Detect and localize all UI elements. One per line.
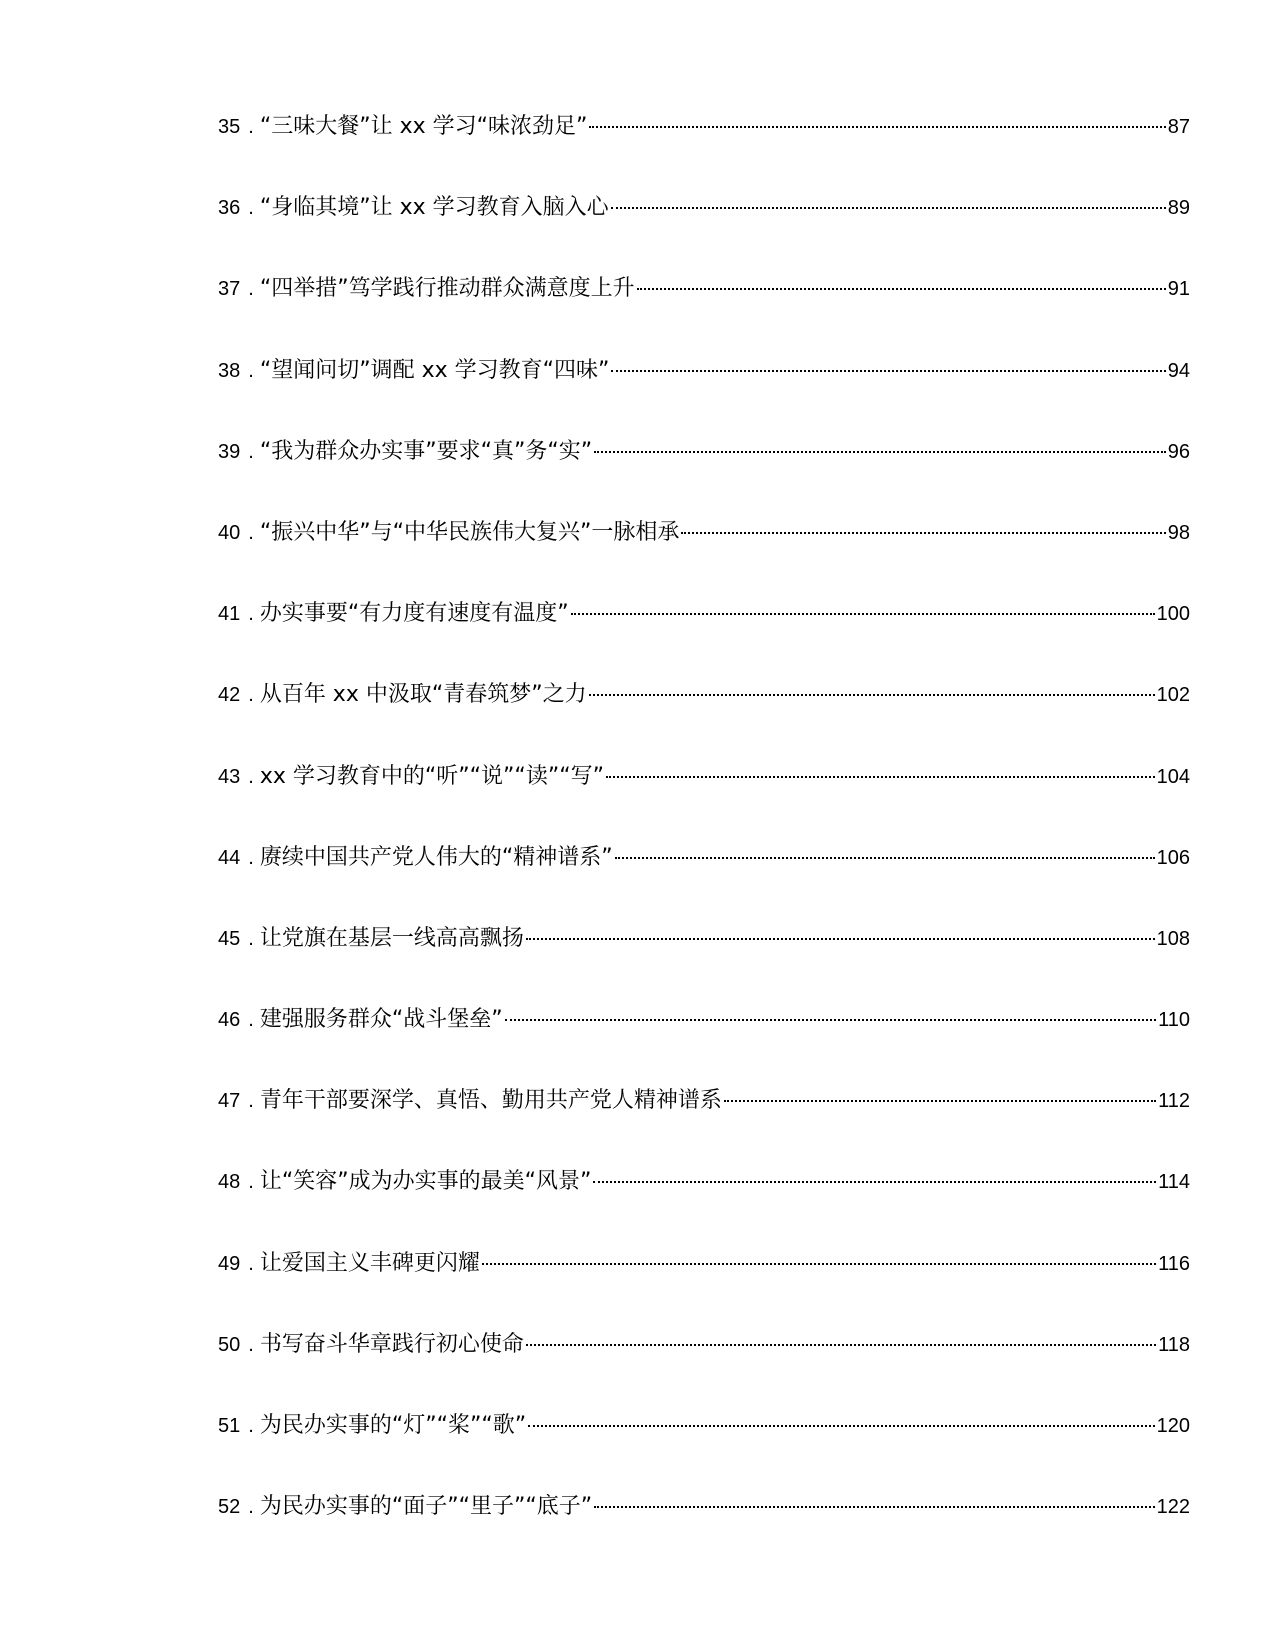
toc-entry-page-number[interactable]: 87 bbox=[1167, 116, 1190, 138]
toc-entry-number: 35 bbox=[218, 116, 241, 138]
toc-entry-title[interactable]: “我为群众办实事”要求“真”务“实” bbox=[259, 438, 593, 464]
toc-entry-title[interactable]: 赓续中国共产党人伟大的“精神谱系” bbox=[259, 844, 613, 870]
toc-entry-title[interactable]: 办实事要“有力度有速度有温度” bbox=[259, 601, 569, 627]
toc-entry-page-number[interactable]: 89 bbox=[1167, 197, 1190, 220]
toc-entry[interactable] bbox=[218, 1330, 1190, 1411]
toc-entry[interactable] bbox=[218, 274, 1190, 355]
toc-entry-separator: . bbox=[248, 846, 254, 869]
toc-dot-leader bbox=[606, 776, 1155, 778]
toc-dot-leader bbox=[526, 938, 1155, 940]
toc-entry-separator: . bbox=[248, 1252, 254, 1275]
toc-dot-leader bbox=[593, 1181, 1156, 1183]
toc-entry-title[interactable]: “望闻问切”调配 xx 学习教育“四味” bbox=[259, 357, 610, 383]
toc-entry[interactable] bbox=[218, 112, 1190, 193]
toc-entry-page-number[interactable]: 96 bbox=[1167, 440, 1190, 463]
toc-entry-separator: . bbox=[248, 1090, 254, 1113]
toc-dot-leader bbox=[724, 1100, 1156, 1102]
toc-entry-page-number[interactable]: 114 bbox=[1158, 1171, 1190, 1194]
toc-entry-page-number[interactable]: 122 bbox=[1156, 1496, 1190, 1519]
toc-entry-number: 41 bbox=[218, 603, 241, 626]
toc-entry[interactable] bbox=[218, 680, 1190, 761]
toc-entry-title[interactable]: “振兴中华”与“中华民族伟大复兴”一脉相承 bbox=[259, 519, 680, 545]
toc-entry-separator: . bbox=[248, 521, 254, 544]
toc-entry-title[interactable]: 书写奋斗华章践行初心使命 bbox=[259, 1331, 524, 1357]
toc-dot-leader bbox=[526, 1344, 1156, 1346]
toc-entry[interactable] bbox=[218, 1249, 1190, 1330]
toc-entry-separator: . bbox=[248, 603, 254, 626]
toc-entry-separator: . bbox=[248, 440, 254, 463]
toc-entry-page-number[interactable]: 110 bbox=[1158, 1009, 1190, 1032]
toc-entry[interactable] bbox=[218, 1492, 1190, 1573]
toc-dot-leader bbox=[594, 1506, 1154, 1508]
toc-dot-leader bbox=[611, 370, 1165, 372]
toc-dot-leader bbox=[589, 694, 1155, 696]
toc-entry-separator: . bbox=[248, 278, 254, 301]
toc-entry[interactable] bbox=[218, 1167, 1190, 1248]
toc-entry-number: 51 bbox=[218, 1415, 241, 1437]
toc-entry[interactable] bbox=[218, 518, 1190, 599]
toc-entry[interactable] bbox=[218, 1411, 1190, 1492]
toc-entry-title[interactable]: 为民办实事的“面子”“里子”“底子” bbox=[259, 1494, 593, 1520]
table-of-contents bbox=[218, 112, 1190, 1573]
toc-entry-number: 46 bbox=[218, 1009, 241, 1032]
toc-entry-separator: . bbox=[248, 1009, 254, 1032]
toc-entry-number: 52 bbox=[218, 1496, 241, 1519]
toc-entry[interactable] bbox=[218, 762, 1190, 843]
toc-entry-separator: . bbox=[248, 927, 254, 950]
toc-dot-leader bbox=[615, 857, 1155, 859]
toc-entry-title[interactable]: 青年干部要深学、真悟、勤用共产党人精神谱系 bbox=[259, 1088, 722, 1114]
toc-entry-separator: . bbox=[248, 1333, 254, 1356]
toc-entry-number: 43 bbox=[218, 765, 241, 788]
toc-entry-title[interactable]: “四举措”笃学践行推动群众满意度上升 bbox=[259, 276, 635, 302]
toc-entry-page-number[interactable]: 106 bbox=[1156, 846, 1190, 869]
toc-entry-page-number[interactable]: 94 bbox=[1167, 359, 1190, 382]
toc-entry-number: 50 bbox=[218, 1333, 241, 1356]
toc-entry-page-number[interactable]: 116 bbox=[1158, 1252, 1190, 1275]
toc-dot-leader bbox=[528, 1425, 1154, 1427]
toc-entry[interactable] bbox=[218, 599, 1190, 680]
toc-entry-page-number[interactable]: 104 bbox=[1156, 765, 1190, 788]
toc-dot-leader bbox=[611, 207, 1166, 209]
toc-entry-separator: . bbox=[248, 684, 254, 707]
toc-dot-leader bbox=[589, 126, 1165, 128]
toc-entry-title[interactable]: 让党旗在基层一线高高飘扬 bbox=[259, 925, 524, 951]
toc-entry-separator: . bbox=[248, 197, 254, 220]
toc-entry-separator: . bbox=[248, 765, 254, 788]
toc-entry[interactable] bbox=[218, 843, 1190, 924]
toc-entry-number: 39 bbox=[218, 440, 241, 463]
toc-entry-number: 42 bbox=[218, 684, 241, 707]
toc-entry-separator: . bbox=[248, 1415, 254, 1437]
toc-entry[interactable] bbox=[218, 1086, 1190, 1167]
toc-entry-page-number[interactable]: 102 bbox=[1156, 684, 1190, 707]
toc-dot-leader bbox=[594, 451, 1166, 453]
toc-entry-number: 40 bbox=[218, 521, 241, 544]
toc-dot-leader bbox=[482, 1263, 1156, 1265]
toc-entry-page-number[interactable]: 112 bbox=[1158, 1090, 1190, 1113]
toc-entry-page-number[interactable]: 118 bbox=[1158, 1333, 1190, 1356]
toc-entry-title[interactable]: 让爱国主义丰碑更闪耀 bbox=[259, 1250, 480, 1276]
toc-entry[interactable] bbox=[218, 193, 1190, 274]
toc-entry-number: 48 bbox=[218, 1171, 241, 1194]
toc-entry-title[interactable]: 建强服务群众“战斗堡垒” bbox=[259, 1007, 503, 1033]
toc-entry-number: 38 bbox=[218, 359, 241, 382]
toc-entry-number: 37 bbox=[218, 278, 241, 301]
toc-entry[interactable] bbox=[218, 924, 1190, 1005]
toc-entry-title[interactable]: “三味大餐”让 xx 学习“味浓劲足” bbox=[259, 114, 588, 139]
toc-entry[interactable] bbox=[218, 1005, 1190, 1086]
toc-entry-page-number[interactable]: 108 bbox=[1156, 927, 1190, 950]
toc-entry[interactable] bbox=[218, 356, 1190, 437]
toc-entry-title[interactable]: “身临其境”让 xx 学习教育入脑入心 bbox=[259, 195, 609, 221]
toc-dot-leader bbox=[505, 1019, 1157, 1021]
toc-entry-separator: . bbox=[248, 359, 254, 382]
toc-entry[interactable] bbox=[218, 437, 1190, 518]
toc-entry-title[interactable]: 让“笑容”成为办实事的最美“风景” bbox=[259, 1169, 592, 1195]
toc-dot-leader bbox=[681, 532, 1165, 534]
toc-entry-separator: . bbox=[248, 1171, 254, 1194]
toc-entry-number: 47 bbox=[218, 1090, 241, 1113]
toc-entry-separator: . bbox=[248, 116, 254, 138]
toc-entry-number: 45 bbox=[218, 927, 241, 950]
toc-entry-number: 49 bbox=[218, 1252, 241, 1275]
toc-entry-separator: . bbox=[248, 1496, 254, 1519]
toc-entry-title[interactable]: 从百年 xx 中汲取“青春筑梦”之力 bbox=[259, 682, 587, 708]
toc-entry-number: 36 bbox=[218, 197, 241, 220]
toc-entry-page-number[interactable]: 91 bbox=[1167, 278, 1190, 301]
toc-entry-title[interactable]: xx 学习教育中的“听”“说”“读”“写” bbox=[259, 763, 605, 789]
toc-entry-page-number[interactable]: 98 bbox=[1167, 521, 1190, 544]
toc-entry-number: 44 bbox=[218, 846, 241, 869]
toc-entry-title[interactable]: 为民办实事的“灯”“桨”“歌” bbox=[259, 1413, 527, 1438]
toc-entry-page-number[interactable]: 100 bbox=[1156, 603, 1190, 626]
toc-entry-page-number[interactable]: 120 bbox=[1156, 1415, 1190, 1437]
toc-dot-leader bbox=[571, 613, 1155, 615]
toc-dot-leader bbox=[637, 288, 1166, 290]
